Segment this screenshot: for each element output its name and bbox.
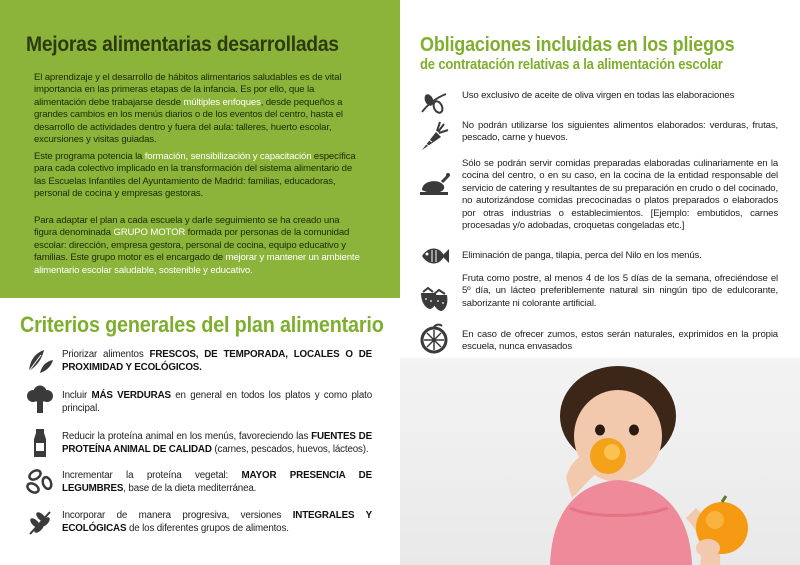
child-photo (400, 358, 800, 565)
obligaciones-subtitle: de contratación relativas a la alimentación escolar (420, 57, 723, 73)
text-span: de los diferentes grupos de alimentos. (126, 522, 289, 534)
text-span: (carnes, pescados, huevos, lácteos). (211, 443, 369, 455)
beans-icon (24, 466, 56, 498)
leaves-icon (24, 345, 56, 377)
text-span: , desde pequeños a grandes cambios en los menús diarios o de los eventos del centro, hasta el desarrollo de actividades dentro y fuera del aula: talleres, huerto escolar, excursiones y visitas guiadas. (34, 96, 343, 146)
wheat-icon (24, 506, 56, 538)
highlight-text: formación, sensibilización y capacitación (144, 151, 312, 162)
bold-text: MAYOR PRESENCIA DE LEGUMBRES (62, 470, 372, 494)
text-span: Incorporar de manera progresiva, versiones (62, 510, 293, 521)
highlight-text: GRUPO MOTOR (113, 227, 186, 239)
criterio-text (62, 470, 372, 495)
criterio-text (62, 510, 372, 535)
mejoras-paragraph-3 (34, 215, 362, 277)
broccoli-icon (24, 384, 56, 416)
roast-chicken-icon (418, 168, 450, 200)
obligacion-text: Fruta como postre, al menos 4 de los 5 días de la semana, ofreciéndose el 5º día, un lácteo preferiblemente natural sin ningún tipo de edulcorante, saborizante ni colorante artificial. (462, 273, 778, 309)
text-span: Priorizar alimentos (62, 349, 150, 360)
criterio-text (62, 431, 372, 456)
obligacion-text: No podrán utilizarse los siguientes alimentos elaborados: verduras, frutas, pescado, carne y huevos. (462, 120, 778, 144)
text-span: , base de la dieta mediterránea. (123, 482, 257, 494)
criterio-item (24, 384, 374, 418)
bold-text: INTEGRALES Y ECOLÓGICAS (62, 510, 372, 534)
highlight-text: múltiples enfoques (183, 96, 261, 108)
olive-icon (418, 86, 450, 118)
criterios-title: Criterios generales del plan alimentario (20, 312, 384, 337)
fish-icon (418, 240, 450, 272)
text-span: Este programa potencia la (34, 151, 145, 162)
bold-text: MÁS VERDURAS (91, 390, 171, 401)
obligacion-text: Uso exclusivo de aceite de oliva virgen en todas las elaboraciones (462, 90, 735, 101)
mejoras-panel (0, 0, 400, 298)
criterio-item (24, 427, 374, 461)
text-span: en general en todos los platos y como plato principal. (62, 390, 373, 414)
obligacion-text: En caso de ofrecer zumos, estos serán naturales, exprimidos en la propia escuela, nunca envasados (462, 329, 778, 353)
text-span: Incluir (62, 390, 92, 401)
bold-text: FRESCOS, DE TEMPORADA, LOCALES O DE PROXIMIDAD Y ECOLÓGICOS. (62, 349, 373, 373)
text-span: Incrementar la proteína vegetal: (62, 470, 242, 481)
criterio-item (24, 345, 374, 379)
child-with-oranges-photo (400, 358, 800, 565)
obligacion-text: Eliminación de panga, tilapia, perca del Nilo en los menús. (462, 250, 702, 261)
criterio-text (62, 390, 372, 415)
criterio-item (24, 466, 374, 500)
mejoras-paragraph-1 (34, 72, 362, 146)
text-span: específica para cada colectivo implicado en la transformación del sistema alimentario de las Escuelas Infantiles del Ayuntamiento de Madrid: familias, educadoras, personal de cocina y empresas gestoras. (34, 151, 356, 200)
highlight-text: mejorar y mantener un ambiente alimentario escolar saludable, sostenible y educativo. (34, 252, 360, 276)
strawberries-icon (418, 281, 450, 313)
criterio-text (62, 349, 372, 374)
criterio-item (24, 506, 374, 540)
milk-bottle-icon (24, 427, 56, 459)
bold-text: FUENTES DE PROTEÍNA ANIMAL DE CALIDAD (62, 431, 372, 455)
orange-slice-icon (418, 323, 450, 355)
mejoras-paragraph-2 (34, 151, 362, 201)
obligacion-text: Sólo se podrán servir comidas preparadas elaboradas culinariamente en la cocina del centro, o en su caso, en la cocina de la entidad responsable del servicio de catering y resultantes de su preparación en crudo o del cocinado, no autorizándose comidas precocinadas o platos preparados o elaborados por otras industrias o establecimientos. [Ejemplo: embutidos, carnes procesadas y/o adobadas, croquetas congeladas etc.] (462, 158, 778, 232)
text-span: formada por personas de la comunidad escolar: dirección, empresa gestora, personal de cocina, equipo educativo y familias. Este grupo motor es el encargado de (34, 227, 350, 264)
text-span: El aprendizaje y el desarrollo de hábitos alimentarios saludables es de vital importancia en las primeras etapas de la infancia. Es por ello, que la alimentación debe trabajarse desde (34, 72, 342, 108)
mejoras-title: Mejoras alimentarias desarrolladas (26, 33, 339, 56)
obligaciones-title: Obligaciones incluidas en los pliegos (420, 34, 735, 56)
carrot-icon (418, 120, 450, 152)
text-span: Para adaptar el plan a cada escuela y darle seguimiento se ha creado una figura denominada (34, 215, 340, 239)
text-span: Reducir la proteína animal en los menús, favoreciendo las (62, 431, 312, 442)
